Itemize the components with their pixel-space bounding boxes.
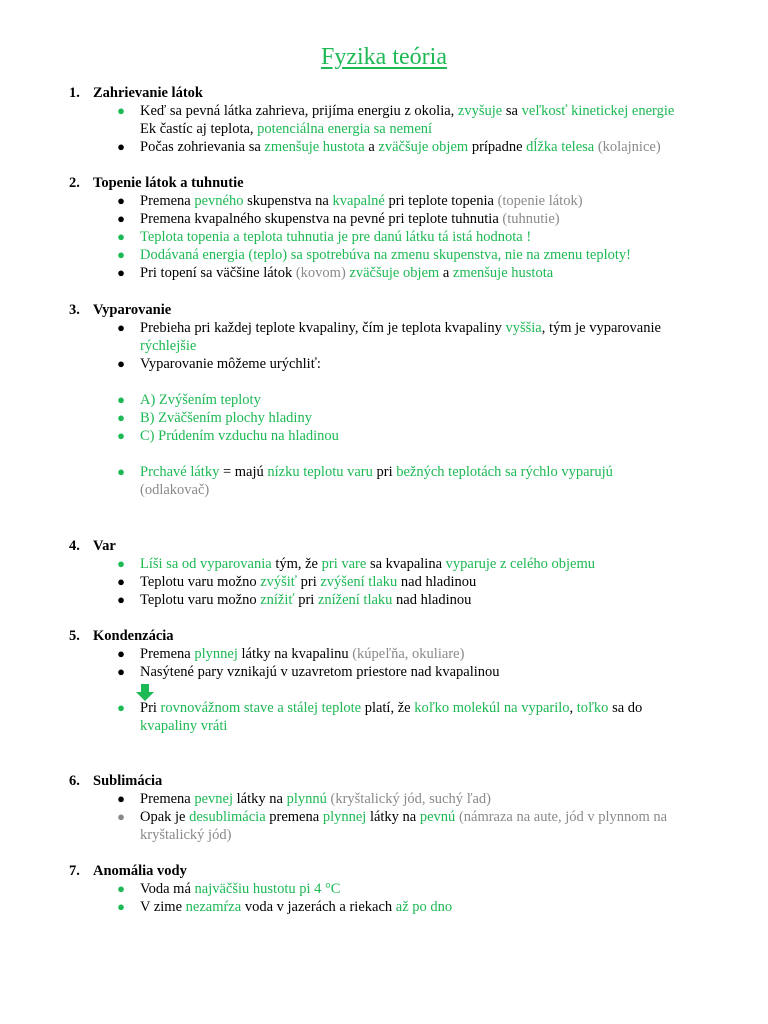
text-segment: pevného	[194, 193, 244, 209]
text-segment: Keď sa pevná látka zahrieva, prijíma energiu z okolia,	[140, 103, 458, 119]
bullet-icon: ●	[117, 103, 125, 118]
arrow-down-icon	[136, 684, 154, 702]
text-line	[140, 391, 729, 409]
section-number: 1.	[69, 85, 80, 101]
text-segment: kryštalický jód)	[140, 827, 232, 843]
section-var	[69, 537, 729, 609]
text-line	[140, 138, 729, 156]
text-segment: pevnú	[419, 809, 456, 825]
text-segment: (námraza na aute, jód v plynnom na	[455, 809, 668, 825]
bullet-icon: ●	[117, 881, 125, 896]
list-item	[69, 663, 729, 681]
section-title: Zahrievanie látok	[93, 85, 203, 101]
text-segment: rýchlejšie	[140, 338, 197, 354]
text-segment: pri teplote topenia	[384, 193, 498, 209]
section-title: Vyparovanie	[93, 302, 172, 318]
text-segment: (odlakovač)	[140, 482, 210, 498]
text-segment: (topenie látok)	[497, 193, 583, 209]
section-title: Kondenzácia	[93, 628, 174, 644]
text-segment: látky na	[233, 791, 287, 807]
text-segment: látky na	[366, 809, 420, 825]
section-topenie	[69, 174, 729, 282]
text-line	[140, 409, 729, 427]
text-segment: Premena	[140, 646, 195, 662]
text-line	[140, 427, 729, 445]
text-segment: Prebieha pri každej teplote kvapaliny, čím je teplota kvapaliny	[140, 320, 506, 336]
blank-line	[69, 373, 729, 391]
text-line	[140, 264, 729, 282]
list-item	[69, 591, 729, 609]
bullet-icon: ●	[117, 899, 125, 914]
section-number: 7.	[69, 863, 80, 879]
text-segment: zvýšiť	[260, 574, 298, 590]
text-segment: látky na kvapalinu	[237, 646, 353, 662]
text-segment: znížiť	[260, 592, 295, 608]
bullet-icon: ●	[117, 356, 125, 371]
text-segment: zmenšuje hustota	[264, 139, 365, 155]
list-item	[69, 246, 729, 264]
text-line	[140, 880, 729, 898]
section-heading	[69, 301, 729, 319]
section-number: 2.	[69, 175, 80, 191]
text-segment: Ek častíc aj teplota,	[140, 121, 258, 137]
text-line	[140, 573, 729, 591]
text-segment: koľko molekúl na vyparilo	[414, 700, 570, 716]
section-heading	[69, 772, 729, 790]
text-segment: pevnej	[194, 791, 234, 807]
text-segment: plynnej	[322, 809, 367, 825]
text-segment: Premena	[140, 193, 195, 209]
bullet-icon: ●	[117, 700, 125, 715]
text-segment: , tým je vyparovanie	[541, 320, 661, 336]
text-segment: plynnú	[286, 791, 327, 807]
section-heading	[69, 174, 729, 192]
text-segment: nízku teplotu varu	[267, 464, 373, 480]
text-segment: Premena	[140, 791, 195, 807]
text-segment: Líši sa od vyparovania	[140, 556, 272, 572]
text-segment: Premena kvapalného skupenstva na pevné pri teplote tuhnutia	[140, 211, 503, 227]
section-number: 5.	[69, 628, 80, 644]
text-line	[140, 319, 729, 337]
text-line	[140, 120, 729, 138]
text-line	[140, 463, 729, 481]
text-segment: zväčšuje objem	[378, 139, 469, 155]
text-segment: Vyparovanie môžeme urýchliť:	[140, 356, 321, 372]
text-segment: zmenšuje hustota	[452, 265, 554, 281]
text-segment: Prchavé látky	[140, 464, 220, 480]
text-segment: Teplotu varu možno	[140, 574, 261, 590]
list-item	[69, 808, 729, 844]
text-segment: pri	[294, 592, 318, 608]
text-line	[140, 663, 729, 681]
section-title: Sublimácia	[93, 773, 163, 789]
page-title: Fyzika teória	[321, 44, 447, 70]
bullet-icon: ●	[117, 464, 125, 479]
text-segment: platí, že	[361, 700, 415, 716]
text-line	[140, 481, 729, 499]
text-segment: plynnej	[194, 646, 238, 662]
bullet-icon: ●	[117, 247, 125, 262]
section-title: Anomália vody	[93, 863, 187, 879]
section-kondenzacia	[69, 627, 729, 735]
section-heading	[69, 862, 729, 880]
text-segment: B) Zväčšením plochy hladiny	[140, 410, 312, 426]
text-segment: nezamŕza	[185, 899, 242, 915]
text-segment: zväčšuje objem	[349, 265, 440, 281]
text-segment: V zime	[140, 899, 186, 915]
bullet-icon: ●	[117, 574, 125, 589]
text-segment: sa	[502, 103, 522, 119]
text-segment: sa do	[608, 700, 643, 716]
bullet-icon: ●	[117, 139, 125, 154]
text-segment: ,	[569, 700, 577, 716]
text-segment: bežných teplotách sa rýchlo vyparujú	[396, 464, 613, 480]
text-segment: desublimácia	[189, 809, 266, 825]
text-segment: až po dno	[395, 899, 453, 915]
text-line	[140, 717, 729, 735]
text-segment: Pri topení sa väčšine látok	[140, 265, 296, 281]
text-segment: Teplotu varu možno	[140, 592, 261, 608]
section-zahrievanie	[69, 84, 729, 156]
section-title: Topenie látok a tuhnutie	[93, 175, 244, 191]
text-segment: dĺžka telesa	[526, 139, 595, 155]
text-segment: (kovom)	[295, 265, 346, 281]
text-segment: nad hladinou	[397, 574, 477, 590]
text-line	[140, 790, 729, 808]
bullet-icon: ●	[117, 392, 125, 407]
section-sublimacia	[69, 772, 729, 844]
text-segment: vyparuje z celého objemu	[445, 556, 596, 572]
list-item	[69, 391, 729, 409]
bullet-icon: ●	[117, 428, 125, 443]
bullet-icon: ●	[117, 265, 125, 280]
text-line	[140, 898, 729, 916]
list-item	[69, 573, 729, 591]
text-line	[140, 699, 729, 717]
text-line	[140, 102, 729, 120]
list-item	[69, 409, 729, 427]
section-vyparovanie	[69, 301, 729, 499]
text-segment: (kryštalický jód, suchý ľad)	[326, 791, 492, 807]
bullet-icon: ●	[117, 193, 125, 208]
list-item	[69, 898, 729, 916]
text-segment: znížení tlaku	[317, 592, 393, 608]
bullet-icon: ●	[117, 809, 125, 824]
text-line	[140, 555, 729, 573]
list-item	[69, 645, 729, 663]
text-segment: Teplota topenia a teplota tuhnutia je pre danú látku tá istá hodnota !	[140, 229, 532, 245]
section-number: 6.	[69, 773, 80, 789]
list-item	[69, 790, 729, 808]
text-segment: pri	[372, 464, 397, 480]
text-segment: Počas zohrievania sa	[140, 139, 265, 155]
text-segment: potenciálna energia sa nemení	[257, 121, 433, 137]
bullet-icon: ●	[117, 410, 125, 425]
text-segment: rovnovážnom stave a stálej teplote	[160, 700, 362, 716]
bullet-icon: ●	[117, 592, 125, 607]
text-line	[140, 808, 729, 826]
list-item	[69, 355, 729, 373]
text-line	[140, 591, 729, 609]
section-heading	[69, 537, 729, 555]
bullet-icon: ●	[117, 320, 125, 335]
text-segment: premena	[265, 809, 323, 825]
text-segment: skupenstva na	[243, 193, 333, 209]
list-item	[69, 555, 729, 573]
text-line	[140, 210, 729, 228]
text-segment: voda v jazerách a riekach	[241, 899, 396, 915]
bullet-icon: ●	[117, 229, 125, 244]
section-title: Var	[93, 538, 116, 554]
text-segment: Pri	[140, 700, 161, 716]
text-segment: (tuhnutie)	[502, 211, 560, 227]
list-item	[69, 264, 729, 282]
text-segment: toľko	[576, 700, 609, 716]
bullet-icon: ●	[117, 664, 125, 679]
text-segment: a	[439, 265, 453, 281]
section-heading	[69, 627, 729, 645]
blank-line	[69, 445, 729, 463]
text-segment: = majú	[219, 464, 268, 480]
text-segment: Nasýtené pary vznikajú v uzavretom priestore nad kvapalinou	[140, 664, 500, 680]
text-segment: zvyšuje	[457, 103, 503, 119]
text-line	[140, 192, 729, 210]
text-segment: veľkosť kinetickej energie	[521, 103, 675, 119]
section-heading	[69, 84, 729, 102]
blank-line	[69, 681, 729, 699]
text-segment: tým, že	[271, 556, 322, 572]
list-item	[69, 880, 729, 898]
list-item	[69, 192, 729, 210]
text-segment: kvapalné	[332, 193, 385, 209]
text-line	[140, 645, 729, 663]
text-segment: Voda má	[140, 881, 195, 897]
text-line	[140, 355, 729, 373]
bullet-icon: ●	[117, 211, 125, 226]
text-segment: vyššia	[505, 320, 542, 336]
list-item	[69, 102, 729, 138]
bullet-icon: ●	[117, 646, 125, 661]
text-line	[140, 246, 729, 264]
text-segment: sa kvapalina	[366, 556, 446, 572]
list-item	[69, 138, 729, 156]
text-segment: nad hladinou	[392, 592, 472, 608]
text-segment: najväčšiu hustotu pi 4 °C	[194, 881, 341, 897]
text-segment: kvapaliny vráti	[140, 718, 228, 734]
text-segment: zvýšení tlaku	[320, 574, 398, 590]
text-segment: C) Prúdením vzduchu na hladinou	[140, 428, 339, 444]
section-anomalia-vody	[69, 862, 729, 916]
text-segment: (kolajnice)	[594, 139, 661, 155]
section-number: 4.	[69, 538, 80, 554]
list-item	[69, 427, 729, 445]
text-line	[140, 826, 729, 844]
text-segment: Opak je	[140, 809, 190, 825]
text-segment: pri	[297, 574, 321, 590]
section-number: 3.	[69, 302, 80, 318]
list-item	[69, 463, 729, 499]
text-segment: (kúpeľňa, okuliare)	[352, 646, 465, 662]
text-segment: A) Zvýšením teploty	[140, 392, 261, 408]
text-line	[140, 228, 729, 246]
text-segment: prípadne	[468, 139, 527, 155]
bullet-icon: ●	[117, 556, 125, 571]
list-item	[69, 319, 729, 355]
bullet-icon: ●	[117, 791, 125, 806]
list-item	[69, 699, 729, 735]
text-segment: a	[364, 139, 379, 155]
list-item	[69, 210, 729, 228]
text-segment: pri vare	[321, 556, 367, 572]
text-segment: Dodávaná energia (teplo) sa spotrebúva na zmenu skupenstva, nie na zmenu teploty!	[140, 247, 631, 263]
text-line	[140, 337, 729, 355]
list-item	[69, 228, 729, 246]
